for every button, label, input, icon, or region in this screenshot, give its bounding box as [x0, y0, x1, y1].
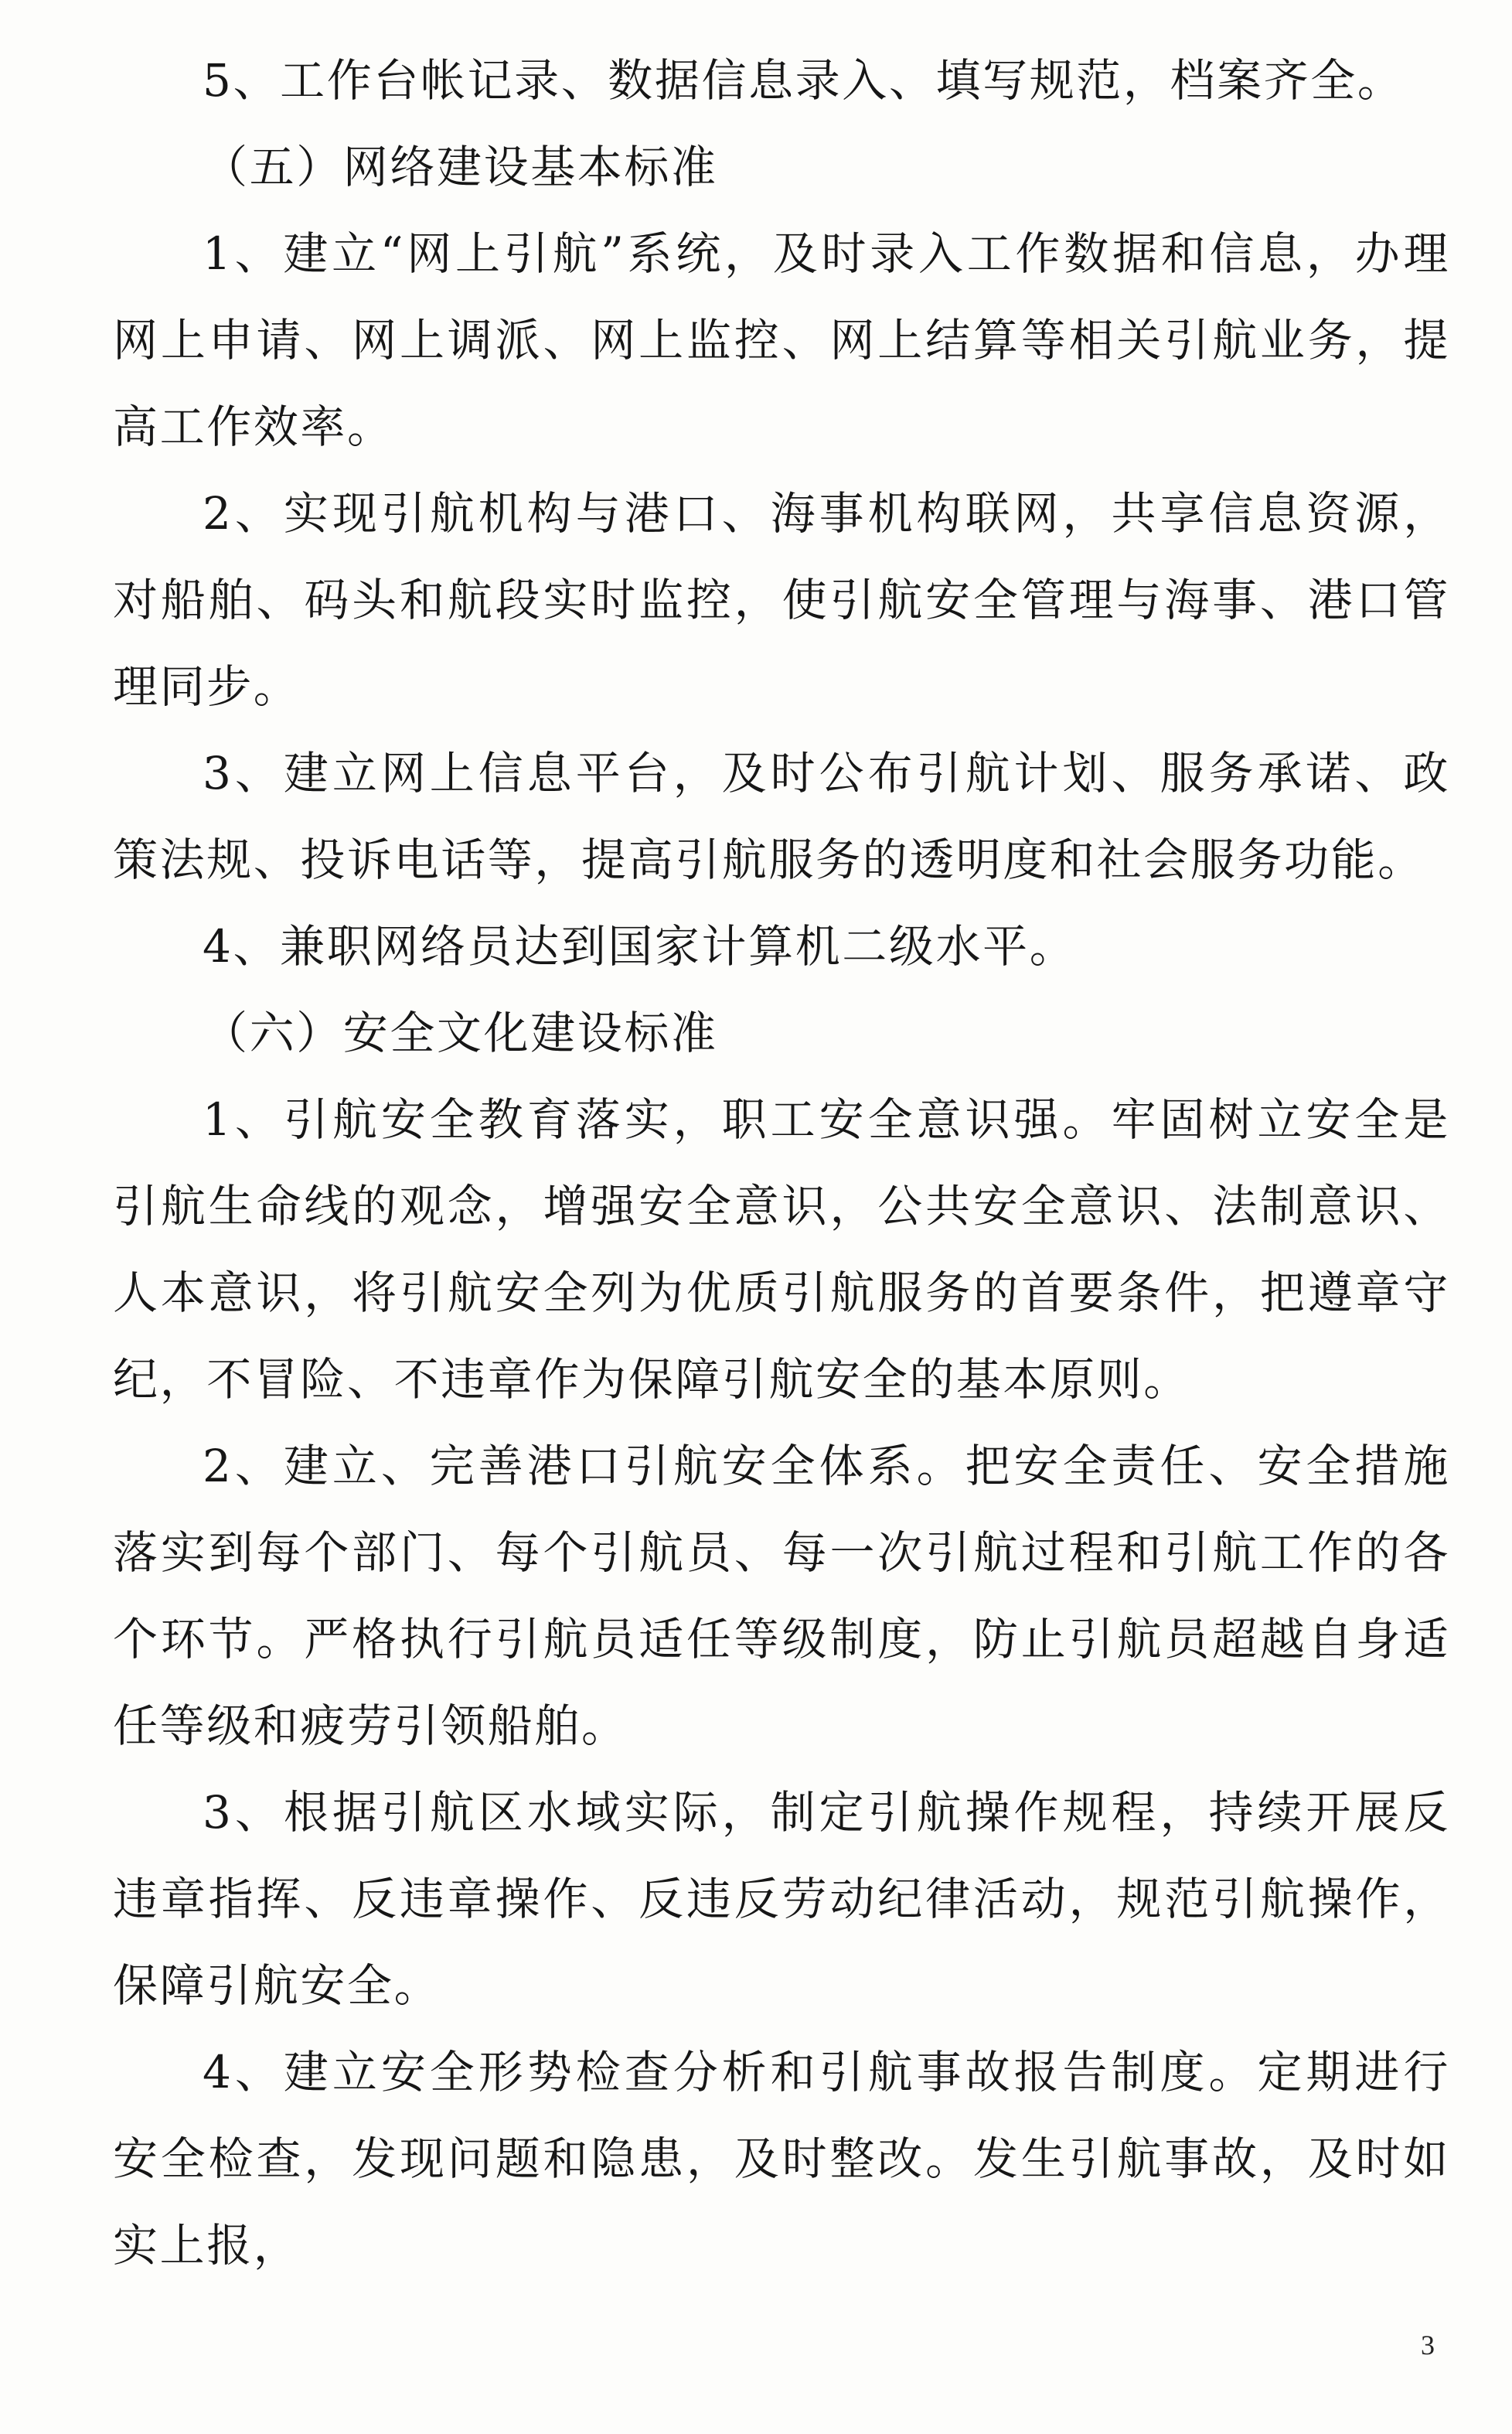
document-body [113, 37, 1450, 2289]
paragraph-network-4: 4、兼职网络员达到国家计算机二级水平。 [203, 920, 1077, 973]
paragraph-safety-1: 1、引航安全教育落实，职工安全意识强。牢固树立安全是引航生命线的观念，增强安全意识，公共安全意识、法制意识、人本意识，将引航安全列为优质引航服务的首要条件，把遵章守纪，不冒险、不违章作为保障引航安全的基本原则。 [113, 1093, 1450, 1406]
paragraph-item-5: 5、工作台帐记录、数据信息录入、填写规范，档案齐全。 [203, 54, 1405, 107]
paragraph-safety-3: 3、根据引航区水域实际，制定引航操作规程，持续开展反违章指挥、反违章操作、反违反劳动纪律活动，规范引航操作，保障引航安全。 [113, 1786, 1450, 2012]
paragraph-network-3: 3、建立网上信息平台，及时公布引航计划、服务承诺、政策法规、投诉电话等，提高引航服务的透明度和社会服务功能。 [113, 747, 1450, 886]
paragraph-network-2: 2、实现引航机构与港口、海事机构联网，共享信息资源，对船舶、码头和航段实时监控，使引航安全管理与海事、港口管理同步。 [113, 487, 1450, 713]
page-number: 3 [1421, 2330, 1435, 2361]
section-heading-safety: （六）安全文化建设标准 [203, 1007, 718, 1059]
paragraph-safety-4: 4、建立安全形势检查分析和引航事故报告制度。定期进行安全检查，发现问题和隐患，及时整改。发生引航事故，及时如实上报， [113, 2046, 1450, 2272]
section-heading-network: （五）网络建设基本标准 [203, 141, 718, 193]
paragraph-network-1: 1、建立“网上引航”系统，及时录入工作数据和信息，办理网上申请、网上调派、网上监控、网上结算等相关引航业务，提高工作效率。 [113, 227, 1450, 453]
paragraph-safety-2: 2、建立、完善港口引航安全体系。把安全责任、安全措施落实到每个部门、每个引航员、每一次引航过程和引航工作的各个环节。严格执行引航员适任等级制度，防止引航员超越自身适任等级和疲劳引领船舶。 [113, 1440, 1450, 1752]
